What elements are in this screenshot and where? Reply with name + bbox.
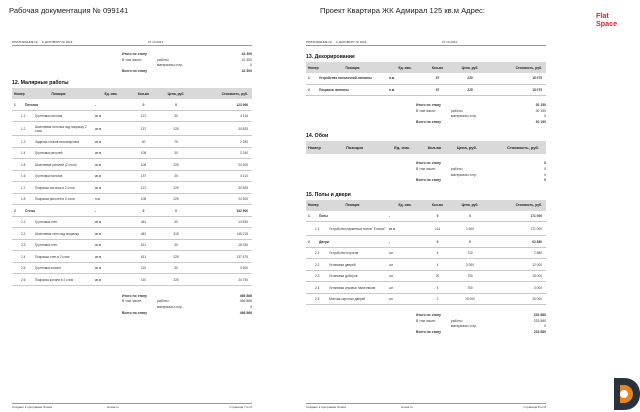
row-unit: кв.м [95, 243, 102, 248]
row-price: 720 [467, 251, 473, 255]
all-total-value: 42 300 [241, 68, 252, 73]
row-price: 225 [173, 254, 179, 259]
stage-total-label: Итого по этапу [416, 161, 441, 166]
section-title-14: 14. Обои [306, 133, 329, 140]
row-position: Шпатлевка стен под покраску [35, 231, 79, 236]
row-price: 225 [173, 185, 179, 190]
table-row [306, 271, 546, 283]
row-unit: кв.м [95, 174, 102, 179]
all-total-label: Всего по этапу [122, 68, 147, 73]
row-price: 225 [173, 126, 179, 131]
table-row [12, 136, 252, 148]
table-header-13 [306, 62, 546, 73]
row-qty: 0 [142, 102, 145, 107]
table-body-15 [306, 211, 546, 306]
row-number: 2 [308, 87, 310, 92]
page-right [306, 38, 546, 336]
row-position: Покраска риголей в 2 слоя [35, 197, 75, 202]
row-unit: шт [389, 262, 394, 267]
row-position: Покраска колонн в 2 слоя [35, 277, 74, 282]
col-num: Номер [308, 203, 319, 208]
table-row [306, 85, 546, 97]
row-price: 225 [173, 162, 179, 167]
table-header-12 [12, 88, 252, 99]
row-price: 1 500 [466, 226, 474, 231]
row-qty: 611 [140, 243, 147, 248]
materials-label: материалы и пр. [451, 324, 478, 329]
row-cost: 342 900 [236, 208, 248, 213]
badge-inner-dot [620, 390, 628, 398]
stage-total-value: 466 866 [239, 293, 252, 298]
all-total-label: Всего по этапу [416, 178, 441, 183]
row-unit: шт [389, 285, 394, 290]
table-row [12, 251, 252, 263]
row-qty: 67 [435, 87, 440, 92]
row-price: 225 [173, 197, 179, 202]
row-number: 2 [308, 239, 310, 244]
all-total-label: Всего по этапу [416, 330, 441, 335]
col-num: Номер [14, 91, 25, 96]
including-label: В том числе: [416, 318, 437, 323]
row-unit: кв.м [95, 220, 102, 225]
row-unit: кв.м [95, 277, 102, 282]
section-14-totals [306, 161, 546, 183]
row-price: 0 [175, 102, 177, 107]
row-price: 30 [174, 174, 178, 179]
table-row [306, 222, 546, 236]
row-price: 15 000 [465, 297, 475, 301]
row-qty: 137 [140, 174, 147, 179]
col-qty: Кол-во [431, 203, 444, 208]
section-title-15: 15. Полы и двери [306, 191, 351, 198]
col-position: Позиция [346, 144, 363, 150]
row-position: Стены [25, 208, 36, 213]
row-number: 2.2 [21, 231, 26, 236]
footer-right [306, 404, 546, 410]
table-row [12, 99, 252, 111]
row-qty: 108 [140, 162, 147, 167]
row-unit: кв.м [95, 139, 102, 144]
row-number: 2.4 [21, 254, 26, 259]
row-position: Покраска потолка в 2 слоя [35, 185, 75, 190]
row-cost: 15 075 [532, 76, 542, 81]
row-unit: п.м. [389, 76, 396, 81]
including-label: В том числе: [122, 57, 143, 62]
row-price: 75 [174, 139, 178, 144]
footer-created: Создано в программе Smeta [306, 405, 346, 409]
row-cost: 62 880 [532, 239, 542, 244]
row-cost: 30 825 [238, 185, 248, 190]
row-qty: 137 [140, 114, 147, 119]
section-title-12: 12. Малярные работы [12, 80, 69, 87]
col-price: Цена, руб. [167, 91, 185, 96]
row-qty: 2 [436, 297, 439, 301]
row-number: 2.1 [21, 220, 26, 225]
row-unit: - [95, 102, 97, 107]
row-qty: 108 [140, 151, 147, 156]
row-qty: 137 [140, 185, 147, 190]
col-cost: Стоимость, руб. [506, 145, 539, 151]
section-title-13: 13. Декорирование [306, 54, 355, 60]
row-position: Установка игровых наличников [329, 285, 376, 290]
all-total-value: 233 880 [533, 330, 546, 335]
row-cost: 30 825 [238, 126, 248, 131]
row-position: Шпатлевка риголей (2 слоя) [35, 162, 77, 167]
row-price: 0 [175, 208, 177, 213]
row-cost: 12 000 [532, 262, 542, 267]
row-qty: 20 [435, 274, 440, 278]
table-row [306, 282, 546, 294]
footer-page: Страница 7 из 8 [229, 405, 252, 409]
table-row [12, 240, 252, 252]
materials-label: материалы и пр. [157, 63, 184, 68]
row-unit: - [389, 214, 391, 218]
row-number: 1.4 [21, 151, 26, 156]
including-label: В том числе: [416, 166, 437, 171]
row-cost: 24 750 [238, 277, 248, 282]
row-unit: кв.м [95, 185, 102, 190]
row-unit: кв.м [95, 266, 102, 271]
row-number: 1.3 [21, 139, 26, 144]
row-position: Установка доборов [329, 274, 358, 278]
row-position: Установка дверей [329, 262, 356, 267]
row-qty: 4 [436, 285, 439, 290]
row-cost: 171 000 [530, 226, 542, 231]
col-qty: Кол-во [427, 145, 442, 151]
row-cost: 3 000 [534, 285, 542, 290]
row-qty: 108 [140, 197, 147, 202]
col-cost: Стоимость, руб. [221, 91, 248, 96]
footer-site: smeta.ru [107, 405, 119, 409]
table-row [12, 171, 252, 183]
row-price: 30 [174, 243, 178, 248]
row-price: 3 000 [466, 262, 474, 267]
row-unit: - [389, 239, 391, 244]
materials-value: 0 [544, 114, 546, 119]
col-position: Позиция [345, 203, 360, 208]
materials-label: материалы и пр. [157, 305, 184, 310]
row-qty: 611 [140, 254, 147, 259]
table-row [306, 259, 546, 271]
row-position: Устройство порогов [329, 251, 359, 255]
materials-label: материалы и пр. [451, 114, 478, 119]
col-price: Цена, руб. [461, 203, 479, 208]
col-unit: Ед. изм. [104, 91, 118, 96]
row-position: Грунтовка стен [35, 243, 58, 248]
row-cost: 24 300 [238, 197, 248, 202]
stage-total-label: Итого по этапу [416, 103, 441, 107]
all-total-value: 466 866 [239, 310, 252, 315]
table-row [12, 111, 252, 123]
row-number: 1.1 [21, 114, 26, 119]
table-row [306, 248, 546, 260]
row-unit: кв.м [95, 151, 102, 156]
table-row [12, 263, 252, 275]
table-row [306, 211, 546, 223]
row-price: 225 [467, 76, 473, 81]
section-15-totals [306, 313, 546, 335]
row-cost: 3 240 [240, 151, 248, 156]
row-number: 1 [14, 102, 16, 107]
table-header-14 [306, 141, 546, 154]
row-qty: 114 [434, 226, 441, 231]
col-position: Позиция [51, 91, 66, 96]
table-row [12, 274, 252, 286]
row-qty: 4 [436, 251, 439, 255]
col-price: Цена, руб. [461, 65, 479, 70]
materials-value: 0 [544, 324, 546, 329]
row-qty: 461 [140, 231, 147, 236]
table-row [12, 122, 252, 136]
meta-contract: К ДОГОВОРУ № 2024 [336, 39, 367, 44]
project-title: Проект Квартира ЖК Адмирал 125 кв.м Адрес: [320, 6, 485, 15]
row-unit: - [95, 208, 97, 213]
works-label: работы [157, 57, 169, 62]
row-qty: 67 [435, 76, 440, 81]
row-price: 315 [173, 231, 179, 236]
row-position: Грунтовка потолка [35, 174, 63, 179]
row-cost: 171 000 [530, 214, 542, 218]
row-position: Грунтовка потолка [35, 114, 63, 119]
row-position: Грунтовка колонн [35, 266, 61, 271]
all-total-value: 0 [544, 178, 546, 183]
row-number: 2.2 [315, 262, 320, 267]
row-number: 2.5 [21, 266, 26, 271]
stage-total-label: Итого по этапу [122, 52, 147, 56]
materials-value: 0 [250, 305, 252, 310]
row-number: 2.3 [21, 243, 26, 248]
row-position: Потолок [25, 102, 39, 107]
row-cost: 30 000 [532, 297, 542, 301]
row-unit: п.м. [389, 87, 396, 92]
row-cost: 123 966 [236, 102, 248, 107]
section-13-totals [306, 103, 546, 125]
row-position: Устройство потолочной лепнины [319, 76, 372, 81]
materials-value: 0 [250, 63, 252, 68]
row-unit: кв.м [95, 254, 102, 259]
col-position: Позиция [345, 65, 360, 70]
col-num: Номер [308, 145, 321, 151]
works-value: 30 150 [535, 108, 546, 113]
row-number: 1.6 [21, 174, 26, 179]
row-price: 750 [467, 274, 473, 278]
row-number: 2.4 [315, 285, 320, 290]
row-price: 30 [174, 114, 178, 119]
meta-appendix: ПРИЛОЖЕНИЕ № [12, 39, 38, 44]
prev-section-totals [12, 52, 252, 74]
row-position: Покраска лепнины [319, 87, 349, 92]
row-cost: 4 110 [240, 174, 248, 179]
row-position: Монтаж скрытых дверей [329, 297, 366, 301]
row-number: 2.6 [21, 277, 26, 282]
row-unit: шт [389, 297, 394, 301]
flat-space-logo [596, 12, 617, 29]
row-unit: кв.м [95, 114, 102, 119]
works-label: работы [451, 166, 463, 171]
row-qty: 0 [436, 239, 439, 244]
row-position: Полы [319, 214, 328, 218]
row-number: 1 [308, 214, 310, 218]
row-price: 0 [469, 214, 471, 218]
works-label: работы [451, 318, 463, 323]
col-cost: Стоимость, руб. [515, 203, 542, 208]
table-row [12, 205, 252, 217]
row-number: 1.7 [21, 185, 26, 190]
row-unit: шт [389, 251, 394, 255]
row-cost: 24 300 [238, 162, 248, 167]
col-unit: Ед. изм. [398, 203, 412, 208]
row-price: 225 [467, 87, 473, 92]
col-price: Цена, руб. [456, 145, 478, 151]
col-unit: Ед. изм. [398, 65, 412, 70]
row-cost: 145 215 [236, 231, 248, 236]
stage-total-label: Итого по этапу [416, 313, 441, 318]
table-header-15 [306, 200, 546, 211]
table-row [12, 182, 252, 194]
logo-line-1: Flat [596, 11, 609, 20]
meta-date: 07.10.2024 [148, 39, 164, 44]
row-price: 30 [174, 266, 178, 271]
row-price: 225 [173, 277, 179, 282]
row-number: 2.5 [315, 297, 320, 301]
footer-site: smeta.ru [401, 405, 413, 409]
row-qty: 0 [436, 214, 439, 218]
row-unit: кв.м [95, 231, 102, 236]
row-number: 2 [14, 208, 16, 213]
row-qty: 4 [436, 262, 439, 267]
row-cost: 3 300 [240, 266, 248, 271]
row-price: 30 [174, 220, 178, 225]
row-number: 2.1 [315, 251, 320, 255]
table-row [12, 159, 252, 171]
stage-total-value: 42 300 [241, 52, 252, 56]
row-cost: 15 075 [532, 87, 542, 92]
row-qty: 30 [141, 139, 146, 144]
document-title: Рабочая документация № 099141 [9, 6, 129, 15]
row-unit: кв.м [95, 126, 102, 131]
row-cost: 2 880 [534, 251, 542, 255]
including-label: В том числе: [416, 108, 437, 113]
row-position: Шпатлевка потолка под покраску 2 слоя [35, 124, 87, 133]
all-total-label: Всего по этапу [416, 119, 441, 124]
row-number: 1 [308, 76, 310, 81]
works-value: 42 300 [241, 57, 252, 62]
col-qty: Кол-во [137, 91, 150, 96]
section-12-totals [12, 294, 252, 316]
row-position: Заделка стыков гипсокартона [35, 139, 80, 144]
row-number: 1.1 [315, 226, 320, 231]
page-left [12, 38, 252, 316]
row-position: Покраска стен в 2 слоя [35, 254, 70, 259]
d-badge-icon [606, 376, 640, 412]
meta-appendix: ПРИЛОЖЕНИЕ № [306, 39, 332, 44]
row-number: 1.8 [21, 197, 26, 202]
works-value: 466 866 [239, 299, 252, 304]
row-qty: 137 [140, 126, 147, 131]
table-row [12, 228, 252, 240]
col-cost: Стоимость, руб. [515, 65, 542, 70]
page-meta-right [306, 38, 546, 46]
row-cost: 4 116 [240, 114, 248, 119]
row-price: 30 [174, 151, 178, 156]
stage-total-value: 0 [544, 161, 546, 166]
materials-value: 0 [544, 172, 546, 177]
row-unit: кв.м [95, 162, 102, 167]
table-row [306, 73, 546, 85]
page-meta-left [12, 38, 252, 46]
row-cost: 18 330 [238, 243, 248, 248]
row-qty: 110 [140, 266, 147, 271]
table-body-12 [12, 99, 252, 286]
row-unit: п.м. [95, 197, 101, 202]
row-position: Устройство паркетных полов "Елочка" [329, 226, 386, 231]
meta-date: 07.10.2024 [442, 39, 458, 44]
works-value: 233 880 [533, 318, 546, 323]
table-row [12, 194, 252, 206]
logo-line-2: Space [596, 19, 618, 29]
stage-total-label: Итого по этапу [122, 293, 147, 298]
footer-left [12, 404, 252, 410]
row-qty: 461 [140, 220, 147, 225]
all-total-label: Всего по этапу [122, 310, 147, 315]
row-price: 750 [467, 285, 473, 290]
works-label: работы [451, 108, 463, 113]
row-position: Грунтовка риголей [35, 151, 63, 156]
table-row [12, 148, 252, 160]
row-number: 1.2 [21, 126, 26, 131]
footer-page: Страница 8 из 8 [523, 405, 546, 409]
works-label: работы [157, 299, 169, 304]
table-body-13 [306, 73, 546, 96]
row-qty: 0 [142, 208, 145, 213]
row-qty: 110 [140, 277, 147, 282]
works-value: 0 [544, 166, 546, 171]
row-number: 2.3 [315, 274, 320, 278]
table-row [306, 294, 546, 306]
row-cost: 15 000 [532, 274, 542, 278]
table-row [12, 217, 252, 229]
stage-total-value: 30 150 [535, 103, 546, 107]
row-price: 0 [469, 239, 471, 244]
row-cost: 2 250 [240, 139, 248, 144]
footer-created: Создано в программе Smeta [12, 405, 52, 409]
row-cost: 137 475 [236, 254, 248, 259]
row-position: Грунтовка стен [35, 220, 58, 225]
col-qty: Кол-во [431, 65, 444, 70]
row-position: Двери [319, 239, 329, 244]
row-unit: кв.м [389, 226, 396, 231]
col-num: Номер [308, 65, 319, 70]
row-cost: 13 830 [238, 220, 248, 225]
materials-label: материалы и пр. [451, 172, 478, 177]
table-row [306, 236, 546, 248]
meta-contract: К ДОГОВОРУ № 2024 [42, 39, 73, 44]
row-number: 1.5 [21, 162, 26, 167]
col-unit: Ед. изм. [394, 145, 410, 151]
all-total-value: 30 150 [535, 119, 546, 124]
including-label: В том числе: [122, 299, 143, 304]
stage-total-value: 233 880 [533, 313, 546, 318]
row-unit: шт [389, 274, 394, 278]
